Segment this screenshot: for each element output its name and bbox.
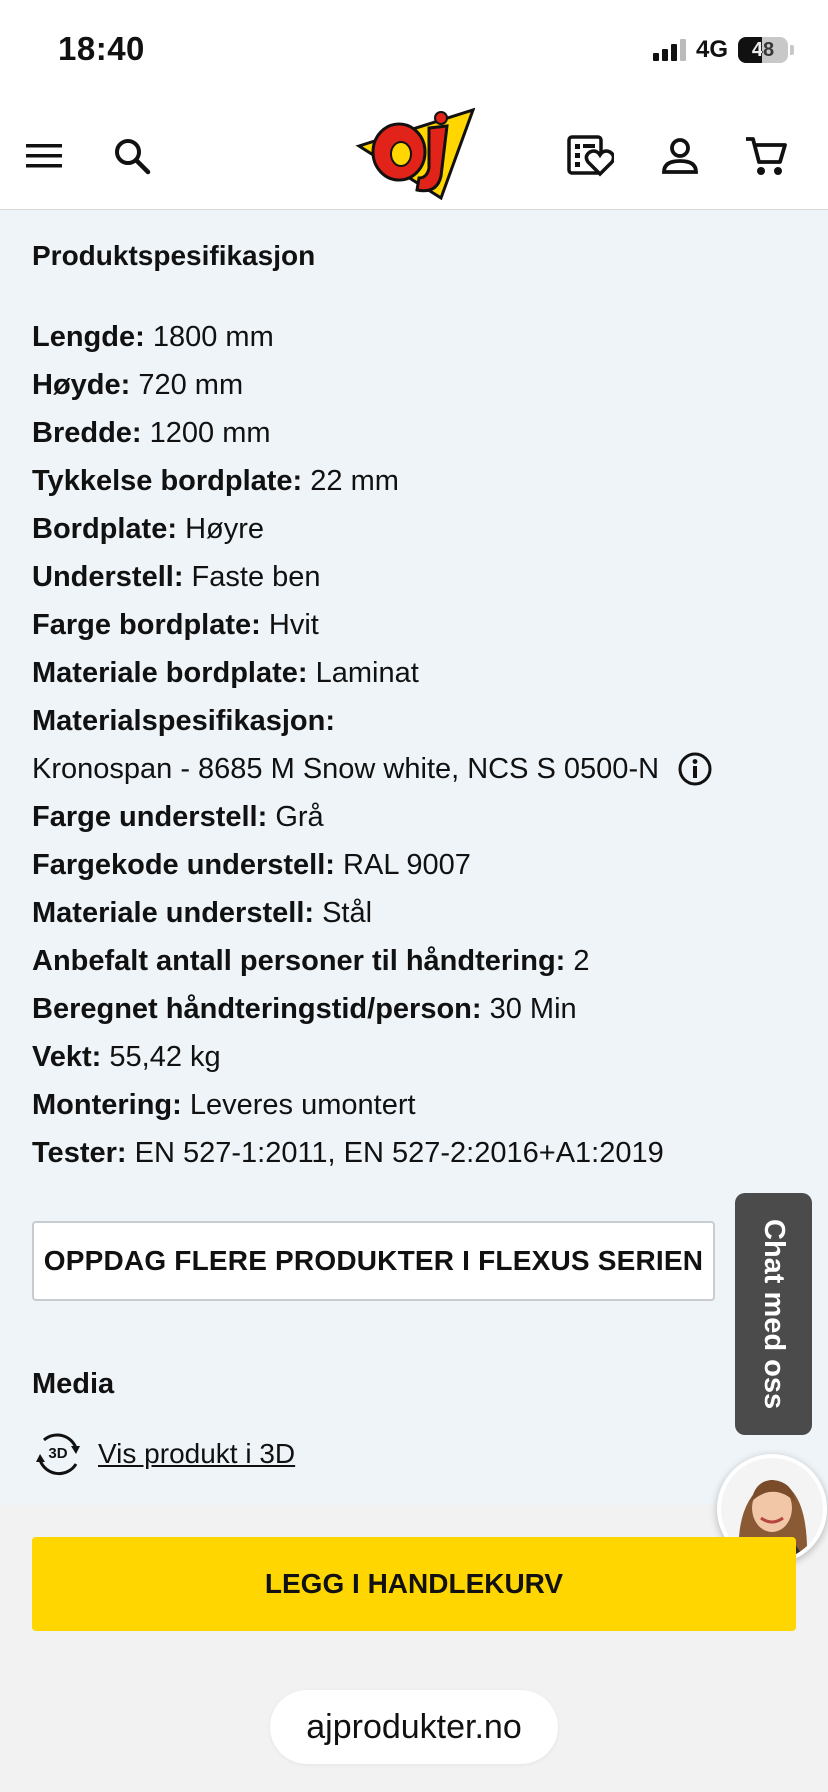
spec-value: 720 mm: [138, 369, 244, 401]
spec-key: Anbefalt antall personer til håndtering:: [32, 945, 566, 977]
aj-logo[interactable]: [355, 106, 475, 202]
spec-value: Kronospan - 8685 M Snow white, NCS S 0500-N: [32, 753, 660, 785]
spec-key: Materiale bordplate:: [32, 657, 308, 689]
spec-key: Bredde:: [32, 417, 142, 449]
spec-key: Høyde:: [32, 369, 131, 401]
spec-title: Produktspesifikasjon: [32, 240, 316, 271]
spec-value: RAL 9007: [343, 849, 471, 881]
chat-tab[interactable]: [735, 1193, 812, 1435]
view-3d-link[interactable]: Vis produkt i 3D: [98, 1438, 296, 1469]
spec-row-material-detail: [32, 745, 812, 793]
spec-value: 55,42 kg: [109, 1041, 221, 1073]
spec-value: Stål: [322, 897, 373, 929]
spec-key: Farge bordplate:: [32, 609, 261, 641]
battery-label: 48: [751, 38, 775, 61]
hamburger-menu-icon[interactable]: [18, 130, 70, 182]
app-header: [0, 100, 828, 210]
spec-key: Lengde:: [32, 321, 145, 353]
spec-row-vekt: [32, 1033, 812, 1081]
add-to-cart-button[interactable]: LEGG I HANDLEKURV: [32, 1537, 796, 1631]
spec-value: Laminat: [315, 657, 419, 689]
spec-value: Høyre: [185, 513, 265, 545]
spec-key: Materiale understell:: [32, 897, 315, 929]
product-spec-section: [0, 210, 828, 1505]
spec-value: Grå: [275, 801, 324, 833]
spec-row-materiale-understell: [32, 889, 812, 937]
status-time: 18:40: [58, 30, 145, 67]
spec-row-tykkelse: [32, 457, 812, 505]
spec-list: [32, 313, 812, 1177]
spec-value: Hvit: [268, 609, 319, 641]
spec-value: 30 Min: [489, 993, 577, 1025]
user-icon[interactable]: [654, 130, 706, 182]
spec-value: Leveres umontert: [189, 1089, 416, 1121]
info-icon[interactable]: [677, 751, 713, 787]
spec-row-fargekode: [32, 841, 812, 889]
battery-tip: [790, 45, 794, 55]
spec-row-hoyde: [32, 361, 812, 409]
spec-key: Fargekode understell:: [32, 849, 335, 881]
spec-row-materiale-bordplate: [32, 649, 812, 697]
spec-row-montering: [32, 1081, 812, 1129]
spec-key: Bordplate:: [32, 513, 177, 545]
spec-row-handteringstid: [32, 985, 812, 1033]
spec-row-bordplate: [32, 505, 812, 553]
spec-key: Montering:: [32, 1089, 182, 1121]
spec-value: 1800 mm: [152, 321, 274, 353]
spec-row-farge-bordplate: [32, 601, 812, 649]
battery-icon: [738, 37, 788, 63]
spec-value: 2: [573, 945, 590, 977]
spec-key: Beregnet håndteringstid/person:: [32, 993, 482, 1025]
spec-value: EN 527-1:2011, EN 527-2:2016+A1:2019: [134, 1137, 664, 1169]
signal-icon: [653, 39, 686, 61]
spec-key: Farge understell:: [32, 801, 268, 833]
spec-value: Faste ben: [191, 561, 321, 593]
spec-row-bredde: [32, 409, 812, 457]
view-3d-link-wrap[interactable]: [32, 1428, 295, 1480]
spec-row-understell: [32, 553, 812, 601]
spec-key: Materialspesifikasjon:: [32, 705, 335, 737]
spec-row-materialspesifikasjon: [32, 697, 812, 745]
spec-key: Understell:: [32, 561, 184, 593]
rotate-3d-icon: [32, 1428, 84, 1480]
spec-row-antall-personer: [32, 937, 812, 985]
spec-key: Vekt:: [32, 1041, 102, 1073]
search-icon[interactable]: [106, 130, 158, 182]
status-bar: [0, 0, 828, 100]
spec-key: Tykkelse bordplate:: [32, 465, 303, 497]
spec-row-tester: [32, 1129, 812, 1177]
wishlist-heart-icon[interactable]: [564, 130, 616, 182]
browser-url-pill[interactable]: ajprodukter.no: [270, 1690, 558, 1764]
spec-row-farge-understell: [32, 793, 812, 841]
discover-series-button[interactable]: OPPDAG FLERE PRODUKTER I FLEXUS SERIEN: [32, 1221, 715, 1301]
spec-value: 22 mm: [310, 465, 399, 497]
network-label: 4G: [695, 36, 728, 63]
media-title: Media: [32, 1368, 115, 1400]
shopping-cart-icon[interactable]: [740, 130, 792, 182]
view-3d-badge: 3D: [48, 1445, 68, 1462]
spec-key: Tester:: [32, 1137, 127, 1169]
spec-row-lengde: [32, 313, 812, 361]
status-indicators: [653, 36, 794, 64]
chat-tab-label: Chat med oss: [758, 1218, 790, 1410]
spec-value: 1200 mm: [149, 417, 271, 449]
